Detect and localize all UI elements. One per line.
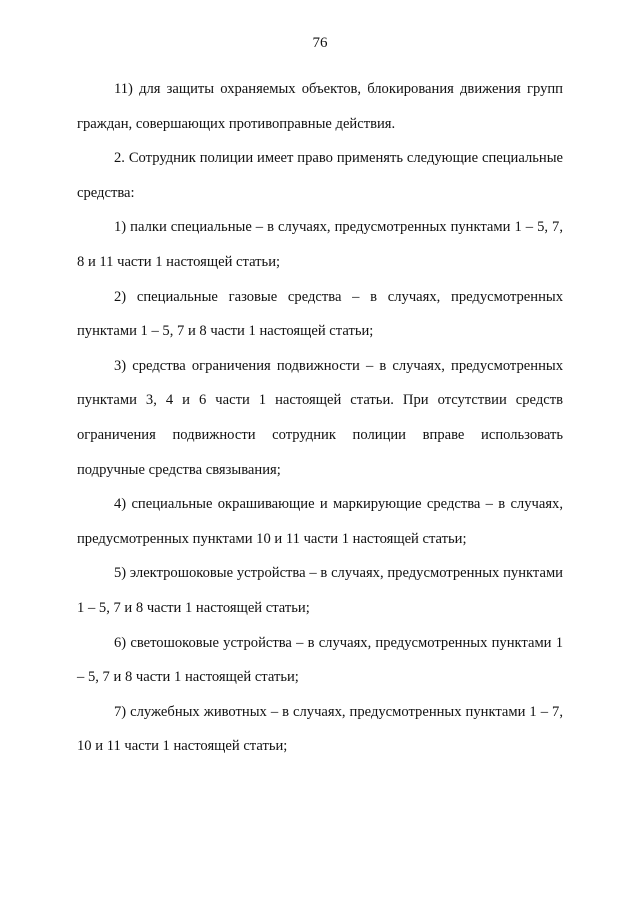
paragraph-item-6-lightshock: 6) светошоковые устройства – в случаях, предусмотренных пунктами 1 – 5, 7 и 8 части 1 настоящей статьи; xyxy=(77,634,563,686)
paragraph-item-7-animals: 7) служебных животных – в случаях, предусмотренных пунктами 1 – 7, 10 и 11 части 1 настоящей статьи; xyxy=(77,703,563,755)
paragraph-part-2-intro: 2. Сотрудник полиции имеет право применять следующие специальные средства: xyxy=(77,150,563,201)
paragraph-item-5-electroshock: 5) электрошоковые устройства – в случаях, предусмотренных пунктами 1 – 5, 7 и 8 части 1 настоящей статьи; xyxy=(77,565,563,616)
document-body xyxy=(77,72,563,764)
paragraph-item-1-batons: 1) палки специальные – в случаях, предусмотренных пунктами 1 – 5, 7, 8 и 11 части 1 настоящей статьи; xyxy=(77,219,563,270)
page-number: 76 xyxy=(312,35,328,51)
paragraph-item-2-gas: 2) специальные газовые средства – в случаях, предусмотренных пунктами 1 – 5, 7 и 8 части 1 настоящей статьи; xyxy=(77,288,563,340)
paragraph-item-11: 11) для защиты охраняемых объектов, блокирования движения групп граждан, совершающих противоправные действия. xyxy=(77,81,563,132)
paragraph-item-4-marking: 4) специальные окрашивающие и маркирующие средства – в случаях, предусмотренных пунктами 10 и 11 части 1 настоящей статьи; xyxy=(77,496,563,547)
paragraph-item-3-restraints: 3) средства ограничения подвижности – в случаях, предусмотренных пунктами 3, 4 и 6 части 1 настоящей статьи. При отсутствии средств ограничения подвижности сотрудник полиции вправе использовать подручные средства связывания; xyxy=(77,357,563,478)
